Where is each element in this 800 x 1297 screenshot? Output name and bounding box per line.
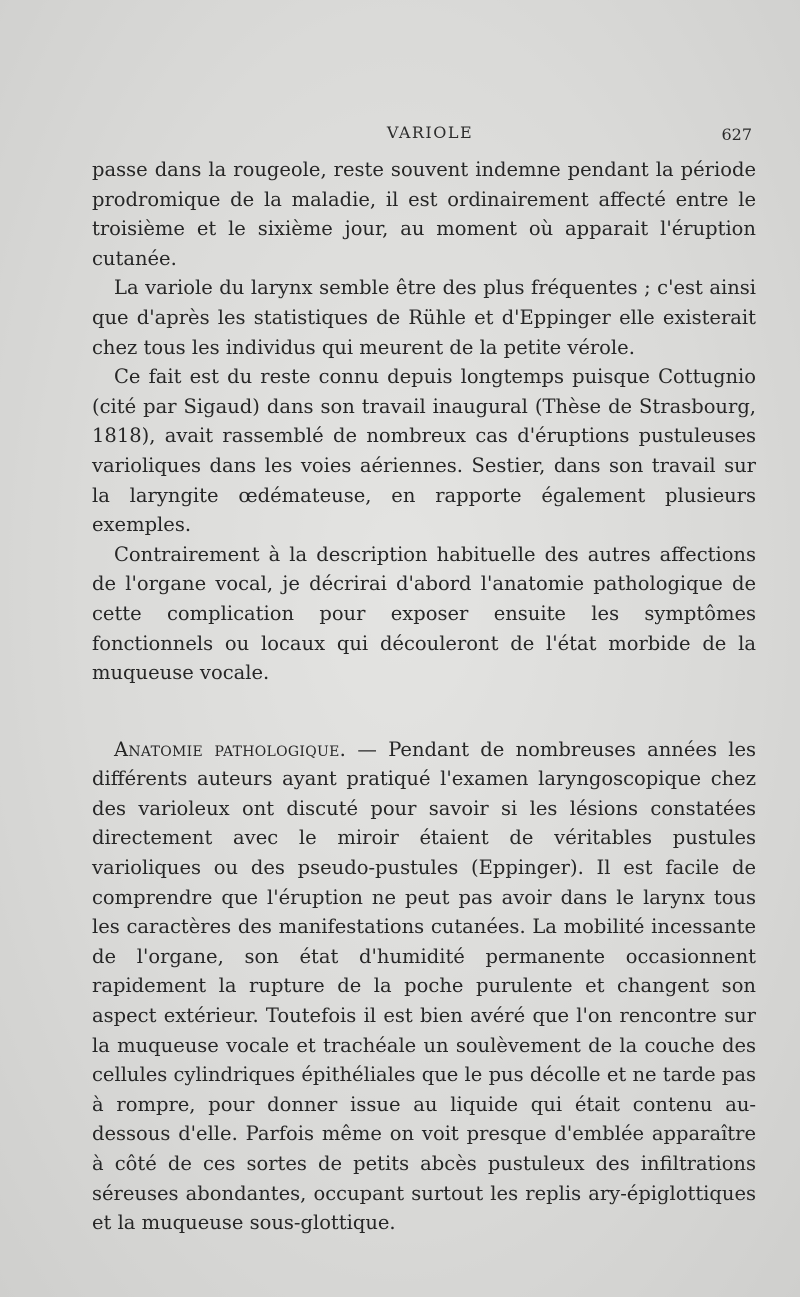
- paragraph-cottugnio: Ce fait est du reste connu depuis longtemps puisque Cottugnio (cité par Sigaud) dans son travail inaugural (Thèse de Strasbourg, 1818), avait rassemblé de nombreux cas d'éruptions pustuleuses varioliques dans les voies aériennes. Sestier, dans son travail sur la laryngite œdémateuse, en rapporte également plusieurs exemples.: [92, 365, 756, 537]
- section-body: — Pendant de nombreuses années les différents auteurs ayant pratiqué l'examen laryngoscopique chez des varioleux ont discuté pour savoir si les lésions constatées directement avec le miroir étaient de véritables pustules varioliques ou des pseudo-pustules (Eppinger). Il est facile de comprendre que l'éruption ne peut pas avoir dans le larynx tous les caractères des manifestations cutanées. La mobilité incessante de l'organe, son état d'humidité permanente occasionnent rapidement la rupture de la poche purulente et changent son aspect extérieur. Toutefois il est bien avéré que l'on rencontre sur la muqueuse vocale et trachéale un soulèvement de la couche des cellules cylindriques épithéliales que le pus décolle et ne tarde pas à rompre, pour donner issue au liquide qui était contenu au-dessous d'elle. Parfois même on voit presque d'emblée apparaître à côté de ces sortes de petits abcès pustuleux des infiltrations séreuses abondantes, occupant surtout les replis ary-épiglottiques et la muqueuse sous-glottique.: [92, 737, 757, 1235]
- section-heading: Anatomie pathologique.: [114, 737, 347, 761]
- page-number: 627: [721, 125, 752, 144]
- running-title: VARIOLE: [386, 123, 474, 142]
- paragraph-plan: Contrairement à la description habituelle des autres affections de l'organe vocal, je décrirai d'abord l'anatomie pathologique de cette complication pour exposer ensuite les symptômes fonctionnels ou locaux qui découleront de l'état morbide de la muqueuse vocale.: [92, 542, 756, 685]
- running-header: [0, 118, 800, 148]
- paragraph-anatomie: [92, 735, 756, 1238]
- main-text: [92, 155, 756, 1238]
- paragraph-variole-larynx: La variole du larynx semble être des plus fréquentes ; c'est ainsi que d'après les statistiques de Rühle et d'Eppinger elle existerait chez tous les individus qui meurent de la petite vérole.: [92, 276, 756, 359]
- section-gap: [92, 688, 756, 735]
- paragraph-continuation: passe dans la rougeole, reste souvent indemne pendant la période prodromique de la maladie, il est ordinairement affecté entre le troisième et le sixième jour, au moment où apparait l'éruption cutanée.: [92, 158, 756, 270]
